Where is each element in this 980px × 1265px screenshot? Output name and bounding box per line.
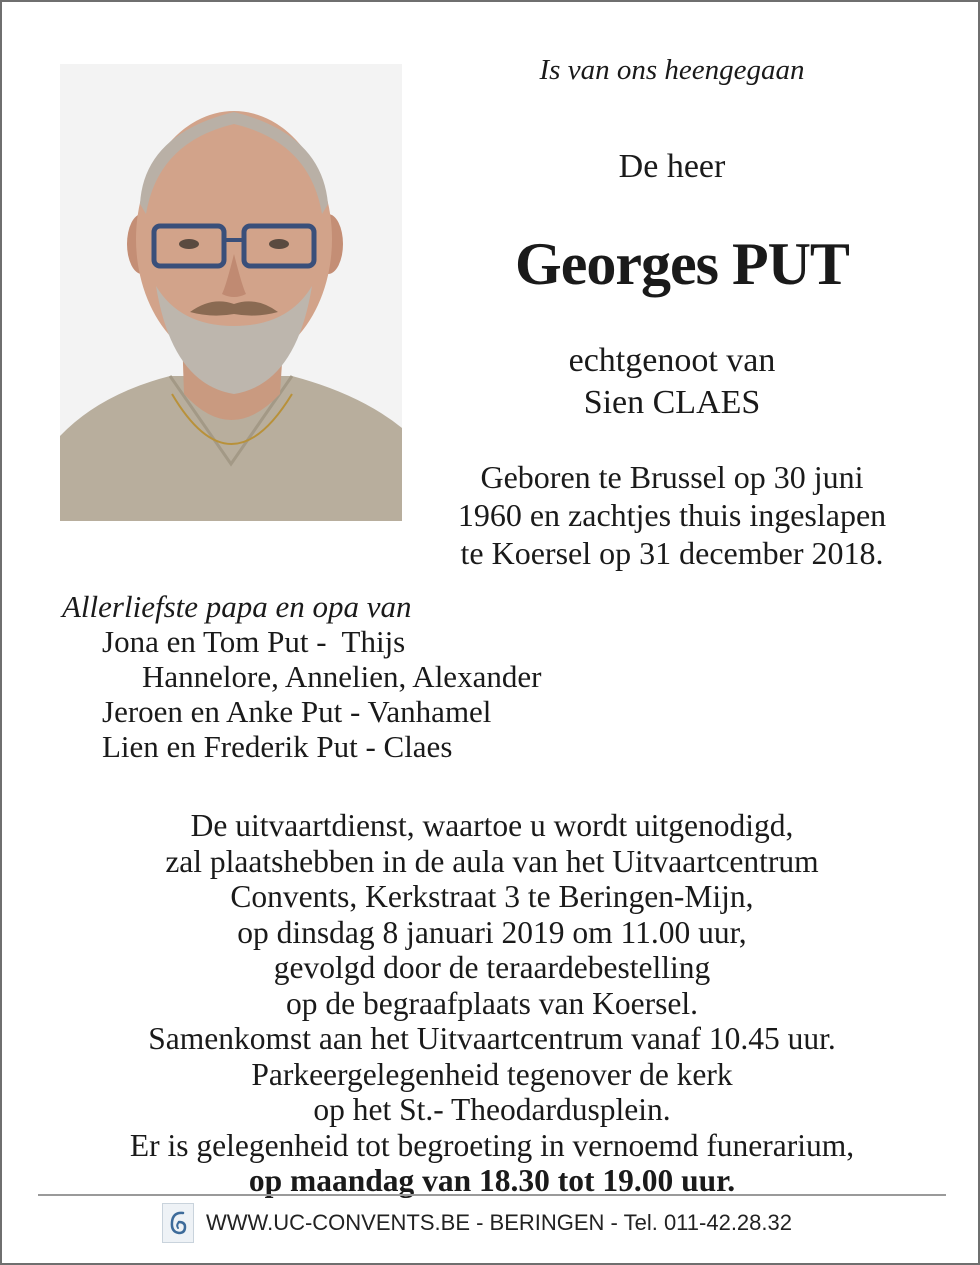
family-line: Jona en Tom Put - Thijs <box>102 624 406 659</box>
birth-line: te Koersel op 31 december 2018. <box>460 535 884 571</box>
family-line: Hannelore, Annelien, Alexander <box>142 659 542 694</box>
service-line: De uitvaartdienst, waartoe u wordt uitgenodigd, <box>190 808 794 843</box>
service-details <box>32 808 952 1199</box>
service-line: Parkeergelegenheid tegenover de kerk <box>251 1056 733 1092</box>
visitation-hours: op maandag van 18.30 tot 19.00 uur. <box>248 1163 736 1198</box>
family-list <box>62 589 541 764</box>
family-line: Jeroen en Anke Put - Vanhamel <box>102 694 492 729</box>
footer-contact: WWW.UC-CONVENTS.BE - BERINGEN - Tel. 011-42.28.32 <box>206 1210 792 1235</box>
deceased-name: Georges PUT <box>515 231 849 297</box>
service-line: Er is gelegenheid tot begroeting in vernoemd funerarium, <box>129 1127 855 1163</box>
family-line: Lien en Frederik Put - Claes <box>102 729 453 764</box>
birth-death-details <box>422 458 922 572</box>
service-line: op de begraafplaats van Koersel. <box>286 985 698 1021</box>
birth-line: Geboren te Brussel op 30 juni <box>480 459 864 495</box>
portrait-photo <box>60 64 402 521</box>
service-line: zal plaatshebben in de aula van het Uitvaartcentrum <box>165 843 819 879</box>
portrait-illustration <box>60 64 402 521</box>
spouse-name: Sien CLAES <box>583 384 761 421</box>
footer <box>162 1203 792 1243</box>
service-line: Convents, Kerkstraat 3 te Beringen-Mijn, <box>230 879 754 914</box>
intro-text: Is van ons heengegaan <box>539 54 805 86</box>
service-line: gevolgd door de teraardebestelling <box>273 950 711 985</box>
spouse-block <box>472 340 872 424</box>
service-line: op het St.- Theodardusplein. <box>313 1092 671 1127</box>
honorific: De heer <box>618 148 726 185</box>
service-line: op dinsdag 8 januari 2019 om 11.00 uur, <box>237 914 747 950</box>
birth-line: 1960 en zachtjes thuis ingeslapen <box>457 497 887 533</box>
family-lead: Allerliefste papa en opa van <box>62 589 412 624</box>
convents-logo-icon <box>162 1203 194 1243</box>
service-line: Samenkomst aan het Uitvaartcentrum vanaf 10.45 uur. <box>148 1021 836 1056</box>
spouse-label: echtgenoot van <box>568 342 776 379</box>
footer-divider <box>38 1194 946 1196</box>
